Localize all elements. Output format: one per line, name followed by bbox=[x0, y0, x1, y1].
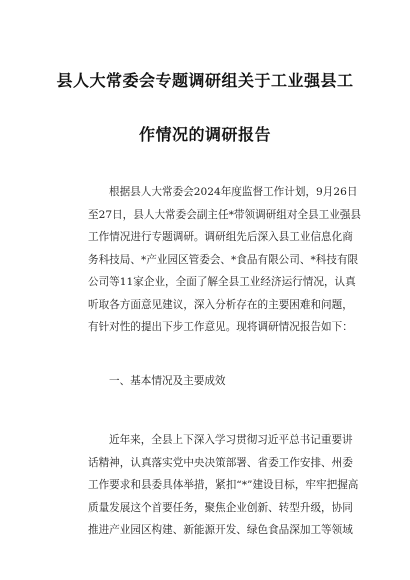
report-title-line-1: 县人大常委会专题调研组关于工业强县工 bbox=[56, 71, 354, 90]
paragraph-line: 根据县人大常委会2024年度监督工作计划，9月26日 bbox=[109, 186, 358, 198]
intro-paragraph bbox=[88, 181, 362, 339]
paragraph-line: 公司等11家企业，全面了解全县工业经济运行情况，认真 bbox=[88, 276, 356, 288]
paragraph-line: 听取各方面意见建议，深入分析存在的主要困难和问题， bbox=[88, 298, 353, 311]
paragraph-line: 至27日，县人大常委会副主任*带领调研组对全县工业强县 bbox=[88, 208, 362, 221]
paragraph-line: 话精神，认真落实党中央决策部署、省委工作安排、州委 bbox=[88, 456, 353, 469]
paragraph-line: 质量发展这个首要任务，聚焦企业创新、转型升级，协同 bbox=[88, 501, 353, 514]
paragraph-line: 务科技局、*产业园区管委会、*食品有限公司、*科技有限 bbox=[88, 253, 359, 266]
paragraph-line: 有针对性的提出下步工作意见。现将调研情况报告如下： bbox=[88, 321, 353, 333]
section-heading: 一、基本情况及主要成效 bbox=[109, 375, 226, 387]
paragraph-line: 工作要求和县委具体举措，紧扣“*”建设目标，牢牢把握高 bbox=[88, 479, 359, 491]
paragraph-line: 工作情况进行专题调研。调研组先后深入县工业信息化商 bbox=[88, 231, 353, 243]
paragraph-line: 推进产业园区构建、新能源开发、绿色食品深加工等领域 bbox=[88, 524, 353, 536]
report-title-line-2: 作情况的调研报告 bbox=[138, 125, 271, 144]
paragraph-line: 近年来，全县上下深入学习贯彻习近平总书记重要讲 bbox=[109, 434, 353, 446]
section-paragraph bbox=[88, 429, 359, 542]
